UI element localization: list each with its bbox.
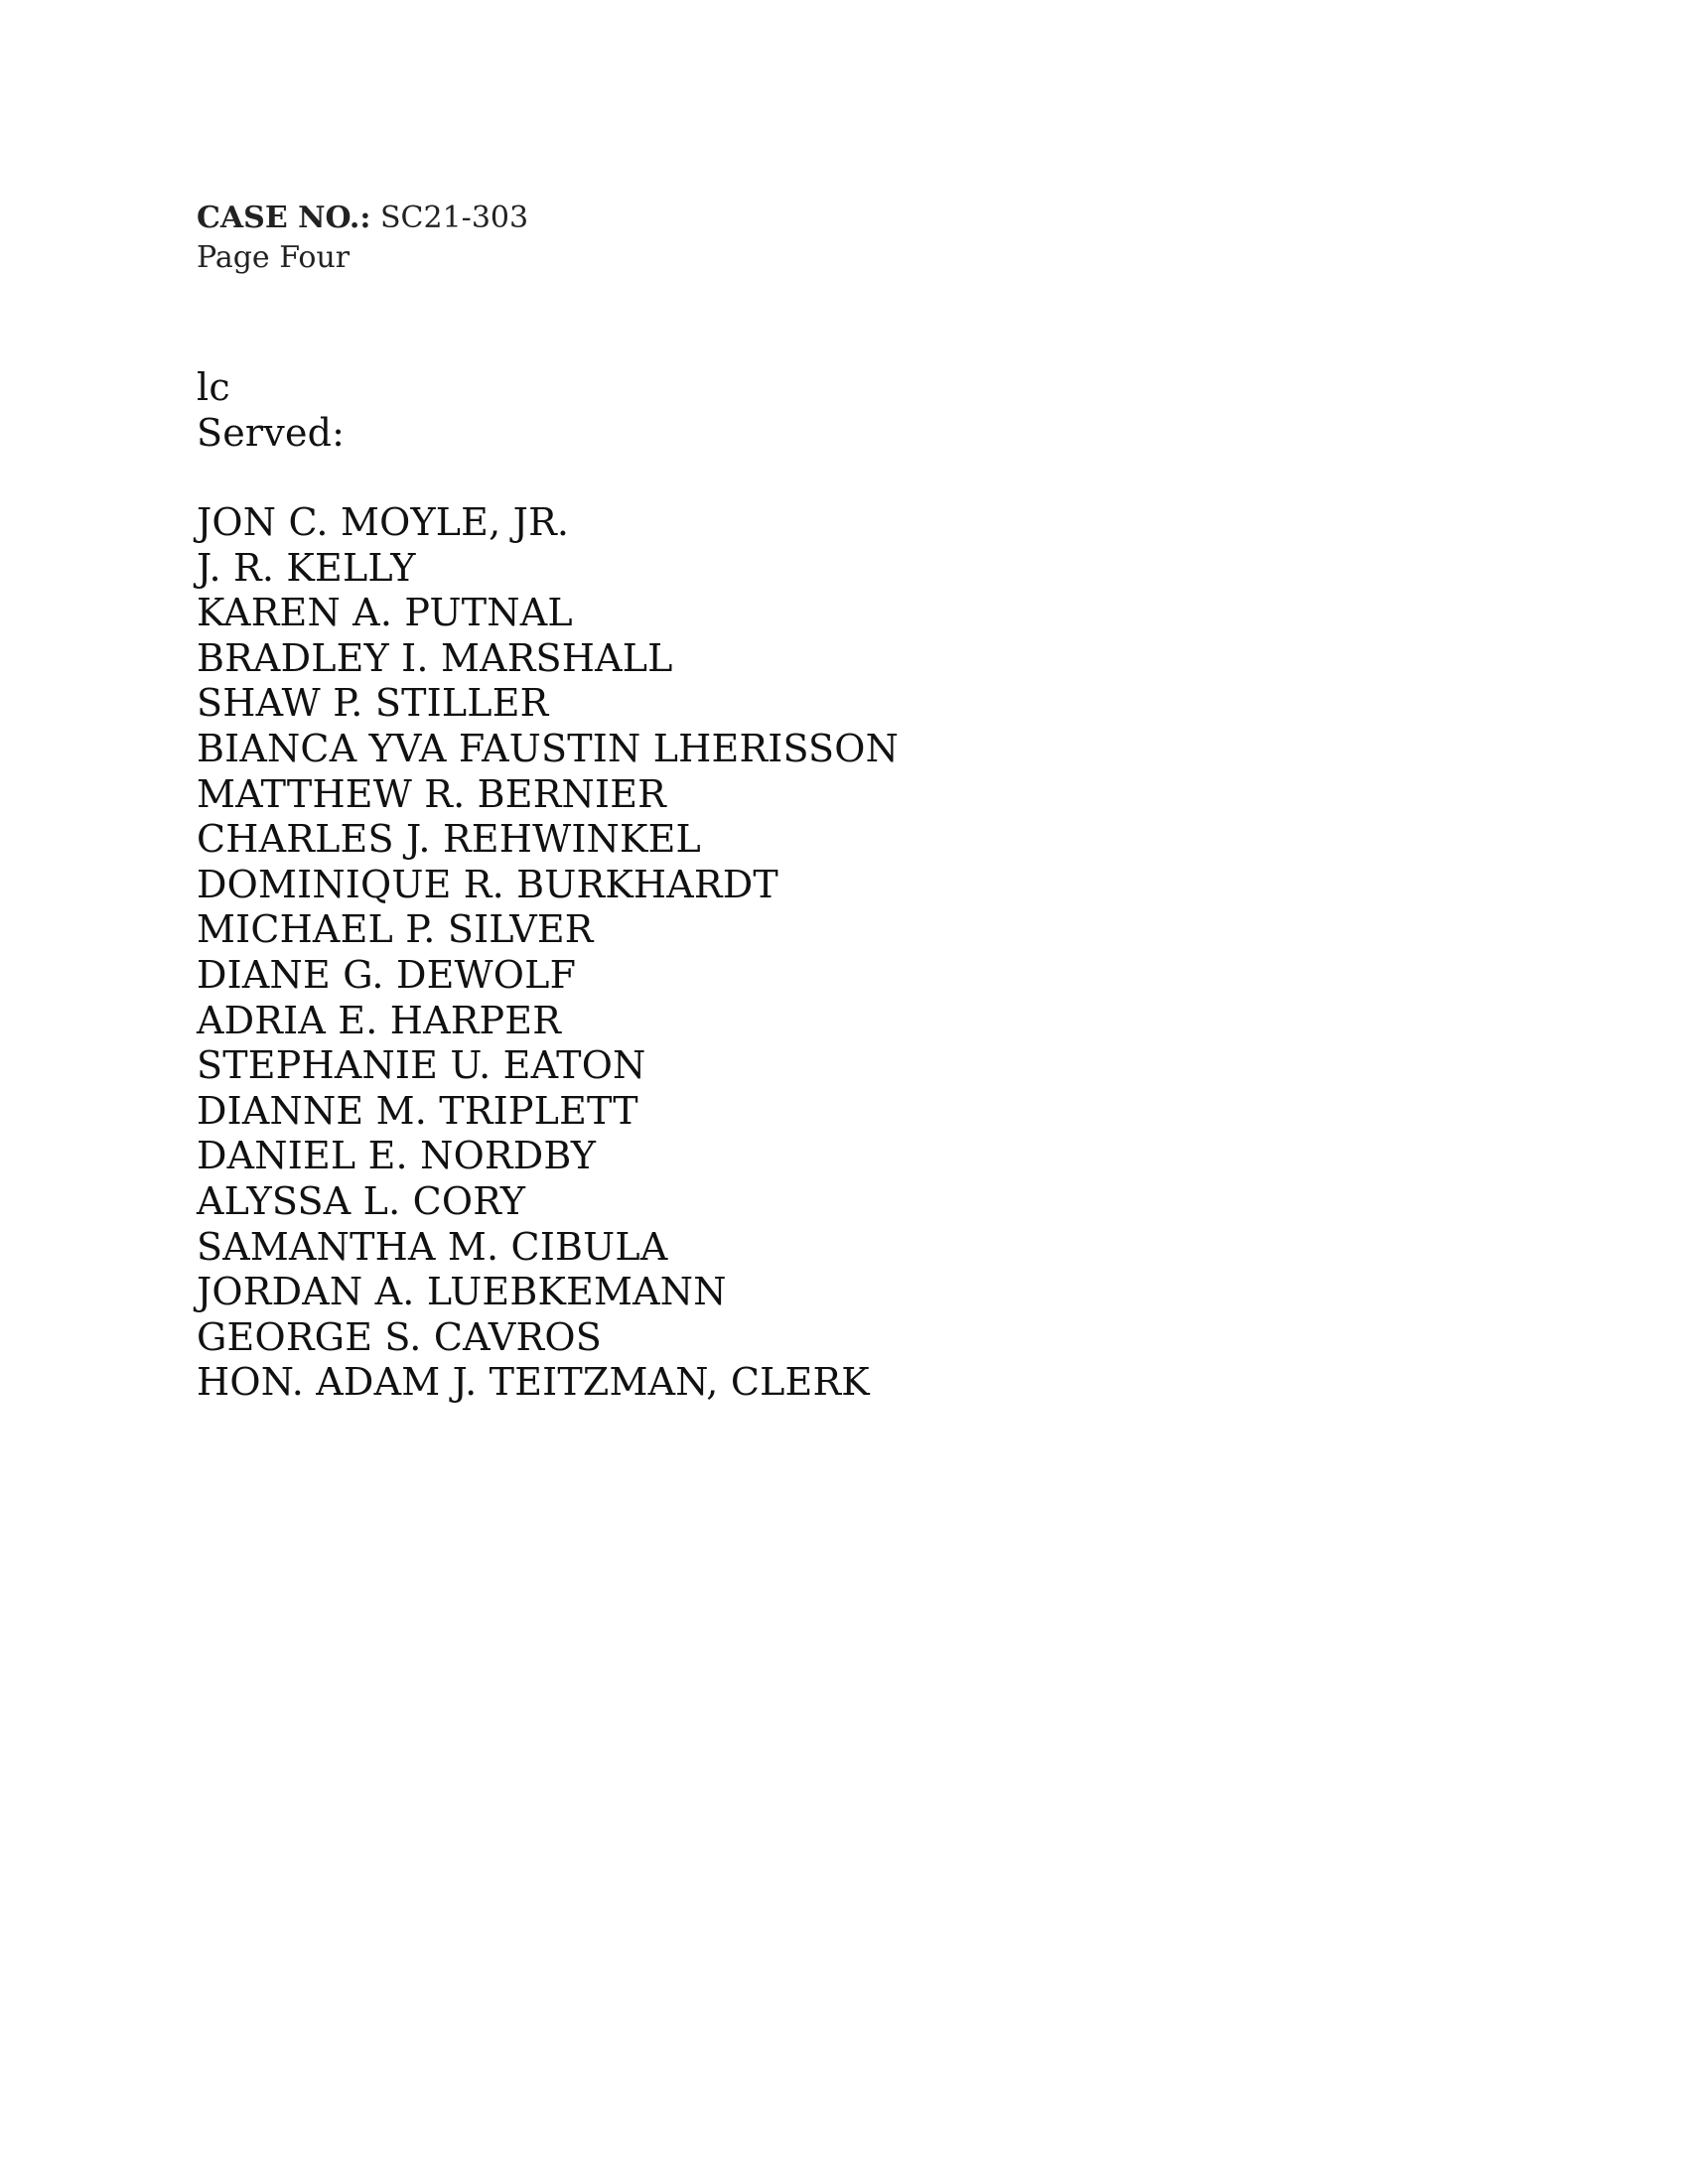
served-name: DANIEL E. NORDBY bbox=[197, 1134, 597, 1178]
served-name: BRADLEY I. MARSHALL bbox=[197, 635, 673, 680]
served-name: GEORGE S. CAVROS bbox=[197, 1314, 602, 1359]
page-number-label: Page Four bbox=[197, 240, 351, 275]
typist-initials: lc bbox=[197, 365, 230, 409]
case-number-label: CASE NO.: bbox=[197, 201, 371, 235]
case-number-line bbox=[197, 199, 528, 238]
served-name: DIANE G. DEWOLF bbox=[197, 952, 577, 997]
served-name: HON. ADAM J. TEITZMAN, CLERK bbox=[197, 1360, 870, 1405]
served-name: ADRIA E. HARPER bbox=[197, 998, 562, 1042]
served-name: MATTHEW R. BERNIER bbox=[197, 771, 666, 816]
served-name: KAREN A. PUTNAL bbox=[197, 591, 573, 635]
served-name: MICHAEL P. SILVER bbox=[197, 907, 594, 952]
served-name: JORDAN A. LUEBKEMANN bbox=[197, 1270, 727, 1314]
served-name: J. R. KELLY bbox=[197, 545, 416, 590]
served-heading: Served: bbox=[197, 410, 346, 455]
served-list bbox=[197, 500, 899, 1406]
initials-block bbox=[197, 365, 345, 456]
served-name: CHARLES J. REHWINKEL bbox=[197, 817, 701, 862]
served-name: STEPHANIE U. EATON bbox=[197, 1043, 646, 1088]
page-header bbox=[197, 199, 528, 278]
served-name: BIANCA YVA FAUSTIN LHERISSON bbox=[197, 726, 900, 770]
served-name: ALYSSA L. CORY bbox=[197, 1178, 526, 1223]
served-name: SAMANTHA M. CIBULA bbox=[197, 1224, 668, 1269]
served-name: JON C. MOYLE, JR. bbox=[197, 500, 570, 544]
served-name: SHAW P. STILLER bbox=[197, 681, 549, 726]
served-name: DIANNE M. TRIPLETT bbox=[197, 1088, 638, 1133]
served-name: DOMINIQUE R. BURKHARDT bbox=[197, 862, 778, 906]
case-number-value: SC21-303 bbox=[380, 201, 529, 235]
